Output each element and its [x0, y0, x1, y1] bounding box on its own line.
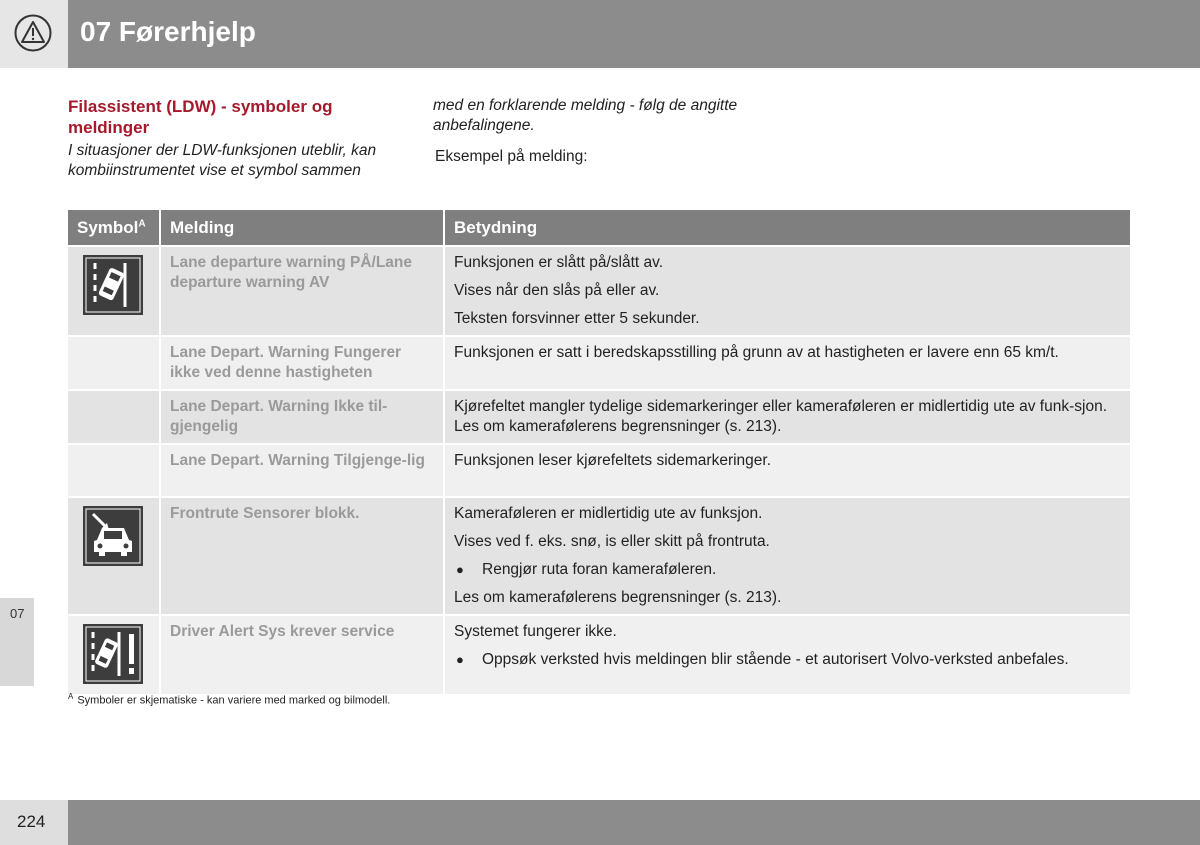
symbol-cell [68, 615, 160, 695]
bullet-item: ● Rengjør ruta foran kameraføleren. [454, 560, 1121, 580]
symbol-cell [68, 444, 160, 497]
chapter-side-tab [0, 598, 34, 686]
header-melding: Melding [160, 210, 444, 246]
chapter-title: 07 Førerhjelp [80, 16, 256, 47]
lane-departure-icon [83, 255, 143, 315]
betydning-line: Kjørefeltet mangler tydelige sidemarkeringer eller kameraføleren er midlertidig ute av funk-sjon. Les om kamerafølerens begrensninger (s. 213). [454, 398, 1107, 435]
table-row [68, 615, 1131, 695]
warning-triangle-icon [14, 14, 52, 52]
header-symbol: Symbol$^A$ [68, 210, 160, 246]
footer-bar [68, 800, 1200, 845]
table-row [68, 246, 1131, 336]
footnote [68, 692, 390, 707]
betydning-line: Funksjonen er slått på/slått av. [454, 254, 664, 271]
symbol-cell [68, 497, 160, 615]
page-number: 224 [17, 812, 46, 831]
betydning-line: Vises når den slås på eller av. [454, 282, 660, 299]
melding-cell: Lane departure warning PÅ/Lane departure warning AV [160, 246, 444, 336]
melding-cell: Frontrute Sensorer blokk. [160, 497, 444, 615]
melding-cell: Driver Alert Sys krever service [160, 615, 444, 695]
betydning-line: Teksten forsvinner etter 5 sekunder. [454, 310, 700, 327]
symbol-cell [68, 246, 160, 336]
betydning-cell [444, 444, 1131, 497]
melding-cell: Lane Depart. Warning Ikke til-gjengelig [160, 390, 444, 444]
betydning-line: Vises ved f. eks. snø, is eller skitt på frontruta. [454, 533, 770, 550]
betydning-line: Funksjonen er satt i beredskapsstilling på grunn av at hastigheten er lavere enn 65 km/t. [454, 344, 1059, 361]
intro-text: I situasjoner der LDW-funksjonen uteblir, kan kombiinstrumentet vise et symbol sammen [68, 142, 377, 179]
betydning-cell [444, 390, 1131, 444]
table-row [68, 390, 1131, 444]
betydning-cell [444, 497, 1131, 615]
page-number-box [0, 800, 68, 845]
section-title: Filassistent (LDW) - symboler og meldinger [68, 97, 333, 137]
betydning-line: Les om kamerafølerens begrensninger (s. 213). [454, 589, 782, 606]
example-label: Eksempel på melding: [435, 148, 588, 165]
melding-cell: Lane Depart. Warning Fungerer ikke ved denne hastigheten [160, 336, 444, 390]
footnote-text: Symboler er skjematiske - kan variere med marked og bilmodell. [77, 694, 391, 707]
message-table [68, 210, 1132, 696]
symbol-cell [68, 390, 160, 444]
betydning-line: Funksjonen leser kjørefeltets sidemarkeringer. [454, 452, 772, 469]
side-tab-label: 07 [10, 606, 25, 621]
footnote-marker: A [68, 692, 74, 701]
table-row [68, 336, 1131, 390]
table-row [68, 497, 1131, 615]
header-icon-box [0, 0, 68, 68]
table-row [68, 444, 1131, 497]
camera-sensor-blocked-icon [83, 506, 143, 566]
betydning-line: Systemet fungerer ikke. [454, 623, 617, 640]
lane-departure-service-icon [83, 624, 143, 684]
table-header-row [68, 210, 1131, 246]
melding-cell: Lane Depart. Warning Tilgjenge-lig [160, 444, 444, 497]
betydning-cell [444, 615, 1131, 695]
header-bar [68, 0, 1200, 68]
symbol-cell [68, 336, 160, 390]
intro-continuation: med en forklarende melding - følg de angitte anbefalingene. [433, 97, 738, 134]
betydning-cell [444, 246, 1131, 336]
betydning-line: Kameraføleren er midlertidig ute av funksjon. [454, 505, 763, 522]
header-betydning: Betydning [444, 210, 1131, 246]
bullet-item: ● Oppsøk verksted hvis meldingen blir stående - et autorisert Volvo-verksted anbefales. [454, 650, 1121, 670]
betydning-cell [444, 336, 1131, 390]
